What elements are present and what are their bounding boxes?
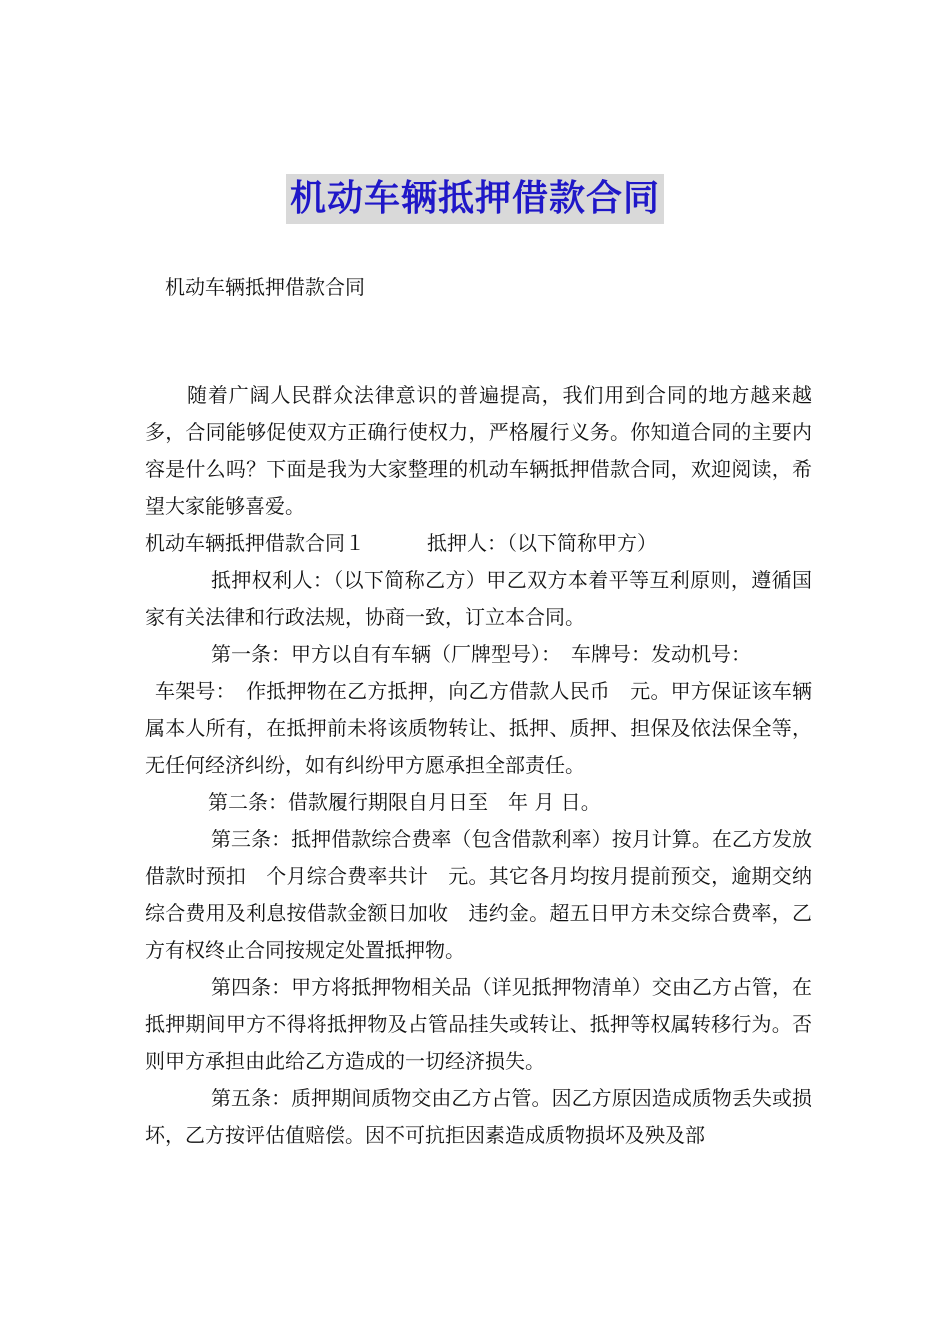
pledgee-paragraph: 抵押权利人：（以下简称乙方）甲乙双方本着平等互利原则，遵循国家有关法律和行政法规，协商一致，订立本合同。	[145, 568, 812, 629]
article-3: 第三条：抵押借款综合费率（包含借款利率）按月计算。在乙方发放借款时预扣 个月综合费率共计 元。其它各月均按月提前预交，逾期交纳综合费用及利息按借款金额日加收 违约金。超五日甲方未交综合费率，乙方有权终止合同按规定处置抵押物。	[145, 827, 812, 962]
article-5: 第五条：质押期间质物交由乙方占管。因乙方原因造成质物丢失或损坏，乙方按评估值赔偿。因不可抗拒因素造成质物损坏及殃及部	[145, 1086, 812, 1147]
contract-heading: 机动车辆抵押借款合同１	[145, 531, 365, 555]
title-container	[0, 174, 950, 224]
article-1-line-1: 第一条：甲方以自有车辆（厂牌型号）： 车牌号：发动机号：	[211, 642, 751, 666]
document-body	[145, 377, 812, 1154]
contract-heading-line	[145, 525, 812, 562]
document-title: 机动车辆抵押借款合同	[286, 174, 664, 224]
article-1-body	[145, 673, 812, 784]
article-2: 第二条：借款履行期限自月日至 年 月 日。	[208, 790, 601, 814]
article-4: 第四条：甲方将抵押物相关品（详见抵押物清单）交由乙方占管，在抵押期间甲方不得将抵押物及占管品挂失或转让、抵押等权属转移行为。否则甲方承担由此给乙方造成的一切经济损失。	[145, 975, 812, 1073]
document-subtitle: 机动车辆抵押借款合同	[165, 275, 365, 299]
article-1-continuation: 车架号： 作抵押物在乙方抵押，向乙方借款人民币 元。甲方保证该车辆属本人所有，在抵押前未将该质物转让、抵押、质押、担保及依法保全等，无任何经济纠纷，如有纠纷甲方愿承担全部责任。	[145, 679, 812, 777]
intro-paragraph: 随着广阔人民群众法律意识的普遍提高，我们用到合同的地方越来越多，合同能够促使双方正确行使权力，严格履行义务。你知道合同的主要内容是什么吗？下面是我为大家整理的机动车辆抵押借款合同，欢迎阅读，希望大家能够喜爱。	[145, 383, 812, 518]
pledgor-line: 抵押人：（以下简称甲方）	[427, 531, 657, 555]
